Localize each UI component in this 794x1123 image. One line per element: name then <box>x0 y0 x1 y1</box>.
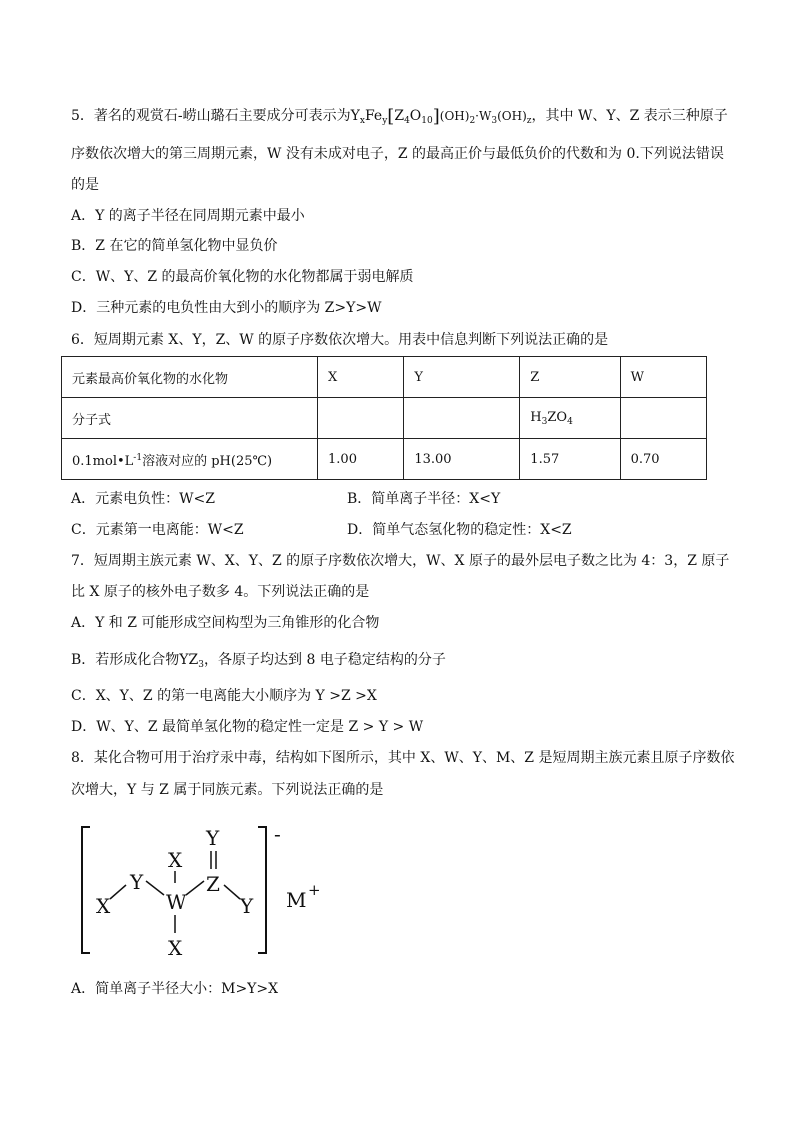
q5-option-b: B．Z 在它的简单氢化物中显负价 <box>71 238 278 254</box>
q5-line-3: 的是 <box>71 177 99 193</box>
q5-stem-start: 5．著名的观赏石-崂山璐石主要成分可表示为 <box>71 108 351 124</box>
q5-line-2: 序数依次增大的第三周期元素，W 没有未成对电子，Z 的最高正价与最低负价的代数和为 0.下列说法错误 <box>71 146 724 162</box>
q7-line-2: 比 X 原子的核外电子数多 4。下列说法正确的是 <box>71 584 370 600</box>
bond-y-w <box>146 881 164 895</box>
q8-line-2: 次增大，Y 与 Z 属于同族元素。下列说法正确的是 <box>71 782 384 798</box>
q6-info-table <box>61 356 707 480</box>
q6-option-b: B．简单离子半径：X<Y <box>347 491 501 507</box>
right-bracket <box>258 827 266 953</box>
q5-stem-continue: ，其中 W、Y、Z 表示三种原子 <box>531 108 728 124</box>
table-cell: 1.00 <box>318 439 404 480</box>
table-cell <box>318 398 404 439</box>
charge-minus: - <box>274 822 281 846</box>
bond-z-y <box>224 885 240 899</box>
q7-option-a: A．Y 和 Z 可能形成空间构型为三角锥形的化合物 <box>71 615 380 631</box>
atom-w: W <box>166 890 187 914</box>
charge-plus: + <box>308 881 321 899</box>
atom-m: M <box>286 888 307 912</box>
atom-y-top: Y <box>206 826 220 850</box>
q7-compound-formula: YZ <box>179 652 199 668</box>
bond-w-z <box>186 881 204 895</box>
table-header-cell: Z <box>520 357 620 398</box>
q5-option-c: C．W、Y、Z 的最高价氧化物的水化物都属于弱电解质 <box>71 269 414 285</box>
table-cell-ph-label: $0.1mol•L^{-1}$溶液对应的 pH(25℃) <box>62 439 318 480</box>
table-cell <box>620 398 706 439</box>
q7-line-1: 7．短周期主族元素 W、X、Y、Z 的原子序数依次增大，W、X 原子的最外层电子数之比为 4：3，Z 原子 <box>71 553 730 569</box>
q5-line-1 <box>71 106 728 131</box>
atom-y-left: Y <box>130 870 144 894</box>
atom-y-right: Y <box>240 894 254 918</box>
table-cell: 0.70 <box>620 439 706 480</box>
q8-option-a: A．简单离子半径大小：M>Y>X <box>71 981 279 997</box>
table-header-cell: Y <box>404 357 520 398</box>
table-header-cell: 元素最高价氧化物的水化物 <box>62 357 318 398</box>
q8-line-1: 8．某化合物可用于治疗汞中毒，结构如下图所示，其中 X、W、Y、M、Z 是短周期主族元素且原子序数依 <box>71 750 735 766</box>
q8-structure-diagram <box>78 815 338 965</box>
table-cell: 分子式 <box>62 398 318 439</box>
q6-option-d: D．简单气态氢化物的稳定性：X<Z <box>347 522 572 538</box>
table-cell <box>404 398 520 439</box>
table-row <box>62 439 707 480</box>
q7-option-c: C．X、Y、Z 的第一电离能大小顺序为 Y >Z >X <box>71 688 377 704</box>
table-row <box>62 357 707 398</box>
atom-x-bottom: X <box>168 936 183 960</box>
q5-mineral-formula: $Y_xFe_y[Z_4O_{10}](OH)_2\cdot W_3(OH)_z$ <box>350 106 532 127</box>
table-row <box>62 398 707 439</box>
table-cell-z-formula: $H_3ZO_4$ <box>520 398 620 439</box>
q7-option-d: D．W、Y、Z 最简单氢化物的稳定性一定是 Z > Y > W <box>71 719 424 735</box>
q5-option-a: A．Y 的离子半径在同周期元素中最小 <box>71 208 305 224</box>
q6-option-a: A．元素电负性：W<Z <box>71 491 215 507</box>
q5-option-d: D．三种元素的电负性由大到小的顺序为 Z>Y>W <box>71 300 382 316</box>
left-bracket <box>82 827 90 953</box>
table-cell: 13.00 <box>404 439 520 480</box>
atom-z: Z <box>206 872 220 896</box>
bond-x-y <box>110 885 126 899</box>
table-header-cell: X <box>318 357 404 398</box>
table-header-cell: W <box>620 357 706 398</box>
atom-x-left: X <box>96 894 111 918</box>
atom-x-top: X <box>168 848 183 872</box>
q6-stem: 6．短周期元素 X、Y，Z、W 的原子序数依次增大。用表中信息判断下列说法正确的是 <box>71 332 609 348</box>
table-cell: 1.57 <box>520 439 620 480</box>
q7-option-b: B．若形成化合物$YZ_3$，各原子均达到 8 电子稳定结构的分子 <box>71 652 446 670</box>
q6-option-c: C．元素第一电离能：W<Z <box>71 522 244 538</box>
